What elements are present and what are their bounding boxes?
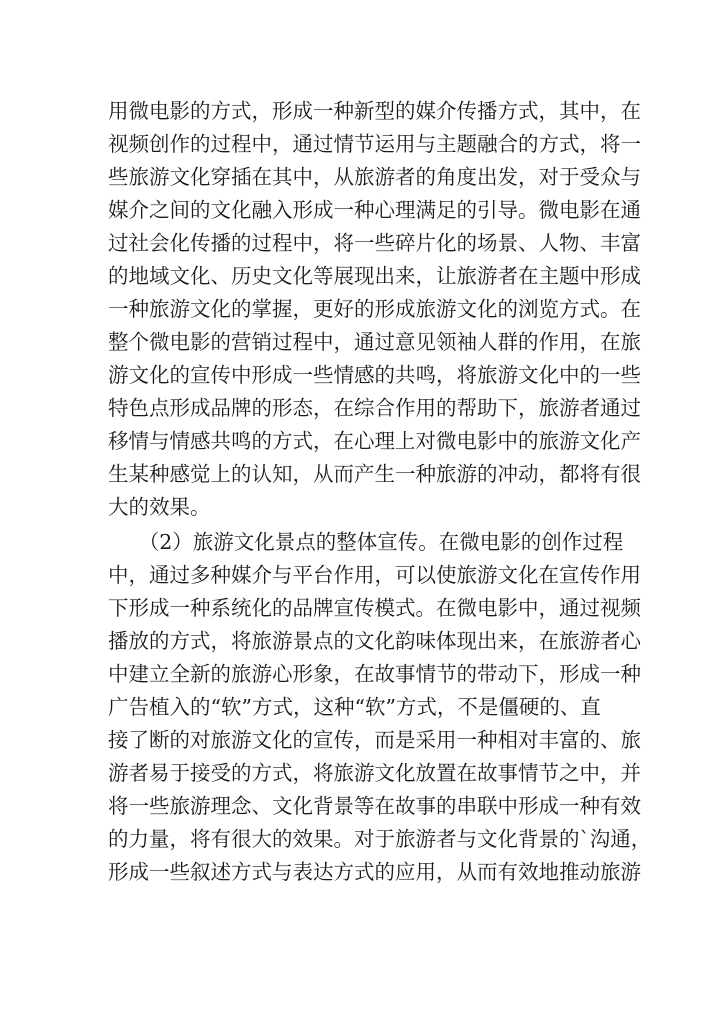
text-line: 移情与情感共鸣的方式，在心理上对微电影中的旅游文化产 — [108, 429, 641, 453]
text-line: 的力量，将有很大的效果。对于旅游者与文化背景的`沟通， — [108, 827, 652, 851]
paragraph-2 — [108, 526, 652, 889]
text-line: 游文化的宣传中形成一些情感的共鸣，将旅游文化中的一些 — [108, 363, 641, 387]
text-line: 媒介之间的文化融入形成一种心理满足的引导。微电影在通 — [108, 198, 641, 222]
text-line: 些旅游文化穿插在其中，从旅游者的角度出发，对于受众与 — [108, 165, 641, 189]
text-line: 播放的方式，将旅游景点的文化韵味体现出来，在旅游者心 — [108, 629, 641, 653]
text-line: 将一些旅游理念、文化背景等在故事的串联中形成一种有效 — [108, 794, 641, 818]
text-line: 过社会化传播的过程中，将一些碎片化的场景、人物、丰富 — [108, 231, 641, 255]
text-line: 下形成一种系统化的品牌宣传模式。在微电影中，通过视频 — [108, 596, 641, 620]
text-line: 一种旅游文化的掌握，更好的形成旅游文化的浏览方式。在 — [108, 297, 641, 321]
text-line: （2）旅游文化景点的整体宣传。在微电影的创作过程 — [108, 530, 624, 554]
text-line: 大的效果。 — [108, 495, 211, 519]
text-line: 接了断的对旅游文化的宣传，而是采用一种相对丰富的、旅 — [108, 728, 641, 752]
text-line: 生某种感觉上的认知，从而产生一种旅游的冲动，都将有很 — [108, 462, 641, 486]
text-line: 广告植入的“软”方式，这种“软”方式，不是僵硬的、直 — [108, 695, 601, 719]
text-line: 的地域文化、历史文化等展现出来，让旅游者在主题中形成 — [108, 264, 641, 288]
text-line: 游者易于接受的方式，将旅游文化放置在故事情节之中，并 — [108, 761, 641, 785]
text-line: 视频创作的过程中，通过情节运用与主题融合的方式，将一 — [108, 132, 641, 156]
text-line: 中建立全新的旅游心形象，在故事情节的带动下，形成一种 — [108, 662, 641, 686]
paragraph-1 — [108, 95, 641, 524]
text-line: 形成一些叙述方式与表达方式的应用，从而有效地推动旅游 — [108, 860, 641, 884]
text-line: 整个微电影的营销过程中，通过意见领袖人群的作用，在旅 — [108, 330, 641, 354]
text-line: 用微电影的方式，形成一种新型的媒介传播方式，其中，在 — [108, 99, 641, 123]
text-line: 特色点形成品牌的形态，在综合作用的帮助下，旅游者通过 — [108, 396, 641, 420]
text-line: 中，通过多种媒介与平台作用，可以使旅游文化在宣传作用 — [108, 563, 641, 587]
